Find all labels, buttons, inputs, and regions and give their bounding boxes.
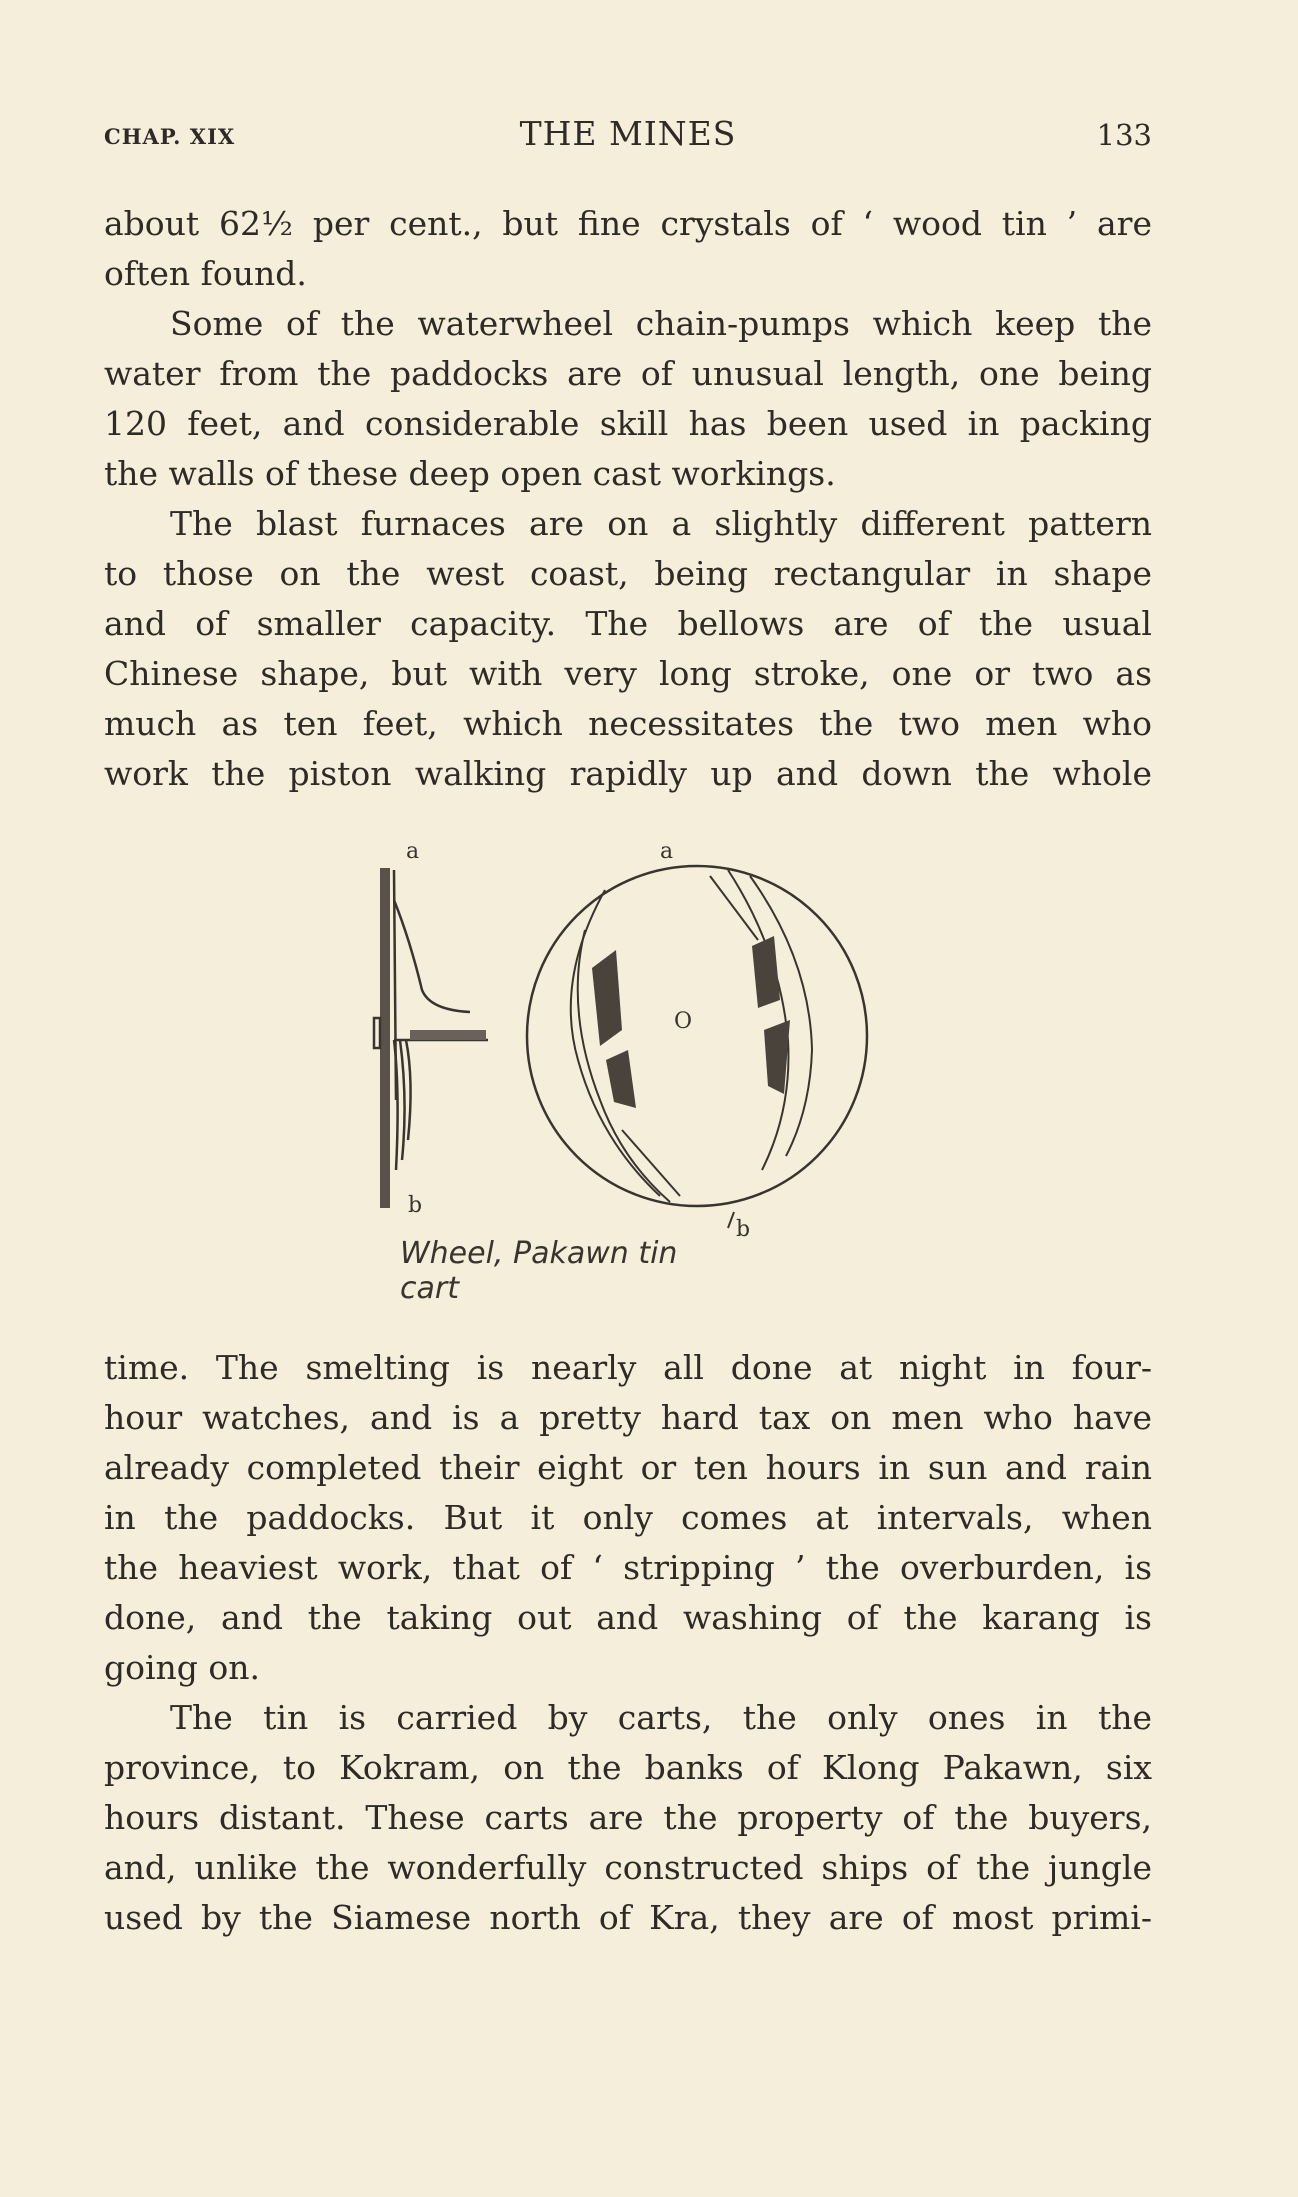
wheel-front-view — [527, 866, 867, 1228]
text-line: in the paddocks. But it only comes at intervals, when — [104, 1498, 1152, 1537]
text-line: work the piston walking rapidly up and down the whole — [104, 754, 1152, 793]
text-line: going on. — [104, 1648, 261, 1687]
text-line: time. The smelting is nearly all done at night in four- — [104, 1348, 1152, 1387]
label-o: O — [674, 1009, 693, 1034]
label-b-right: b — [736, 1217, 751, 1242]
text-line: Some of the waterwheel chain-pumps which keep the — [170, 304, 1152, 343]
paragraphs-bottom — [104, 1343, 1152, 1943]
page-title: THE MINES — [519, 114, 737, 153]
text-line: and of smaller capacity. The bellows are of the usual — [104, 604, 1152, 643]
text-line: province, to Kokram, on the banks of Klong Pakawn, six — [104, 1748, 1152, 1787]
chapter-label: CHAP. XIX — [104, 124, 236, 149]
text-line: water from the paddocks are of unusual length, one being — [104, 354, 1152, 393]
figure-caption: Wheel, Pakawn tin cart — [400, 1236, 678, 1306]
text-line: Chinese shape, but with very long stroke, one or two as — [104, 654, 1152, 693]
text-line: and, unlike the wonderfully constructed ships of the jungle — [104, 1848, 1152, 1887]
label-a-top: a — [660, 840, 674, 864]
paragraphs-top — [104, 199, 1152, 799]
text-line: 120 feet, and considerable skill has been used in packing — [104, 404, 1152, 443]
text-line: The blast furnaces are on a slightly different pattern — [170, 504, 1152, 543]
wheel-side-view — [374, 868, 488, 1208]
text-line: The tin is carried by carts, the only ones in the — [170, 1698, 1152, 1737]
text-line: used by the Siamese north of Kra, they are of most primi- — [104, 1898, 1152, 1937]
text-line: often found. — [104, 254, 307, 293]
text-line: hours distant. These carts are the property of the buyers, — [104, 1798, 1152, 1837]
text-line: the walls of these deep open cast workings. — [104, 454, 836, 493]
label-b-left: b — [408, 1193, 423, 1218]
label-a-left: a — [406, 840, 420, 864]
text-line: done, and the taking out and washing of the karang is — [104, 1598, 1152, 1637]
text-line: the heaviest work, that of ‘ stripping ’ the overburden, is — [104, 1548, 1152, 1587]
text-line: about 62½ per cent., but fine crystals of ‘ wood tin ’ are — [104, 204, 1152, 243]
text-line: hour watches, and is a pretty hard tax on men who have — [104, 1398, 1152, 1437]
text-line: much as ten feet, which necessitates the two men who — [104, 704, 1152, 743]
text-line: to those on the west coast, being rectangular in shape — [104, 554, 1152, 593]
cart-wheel-illustration — [360, 840, 880, 1280]
page-number: 133 — [1096, 118, 1152, 152]
text-line: already completed their eight or ten hours in sun and rain — [104, 1448, 1152, 1487]
running-header — [104, 112, 1152, 162]
